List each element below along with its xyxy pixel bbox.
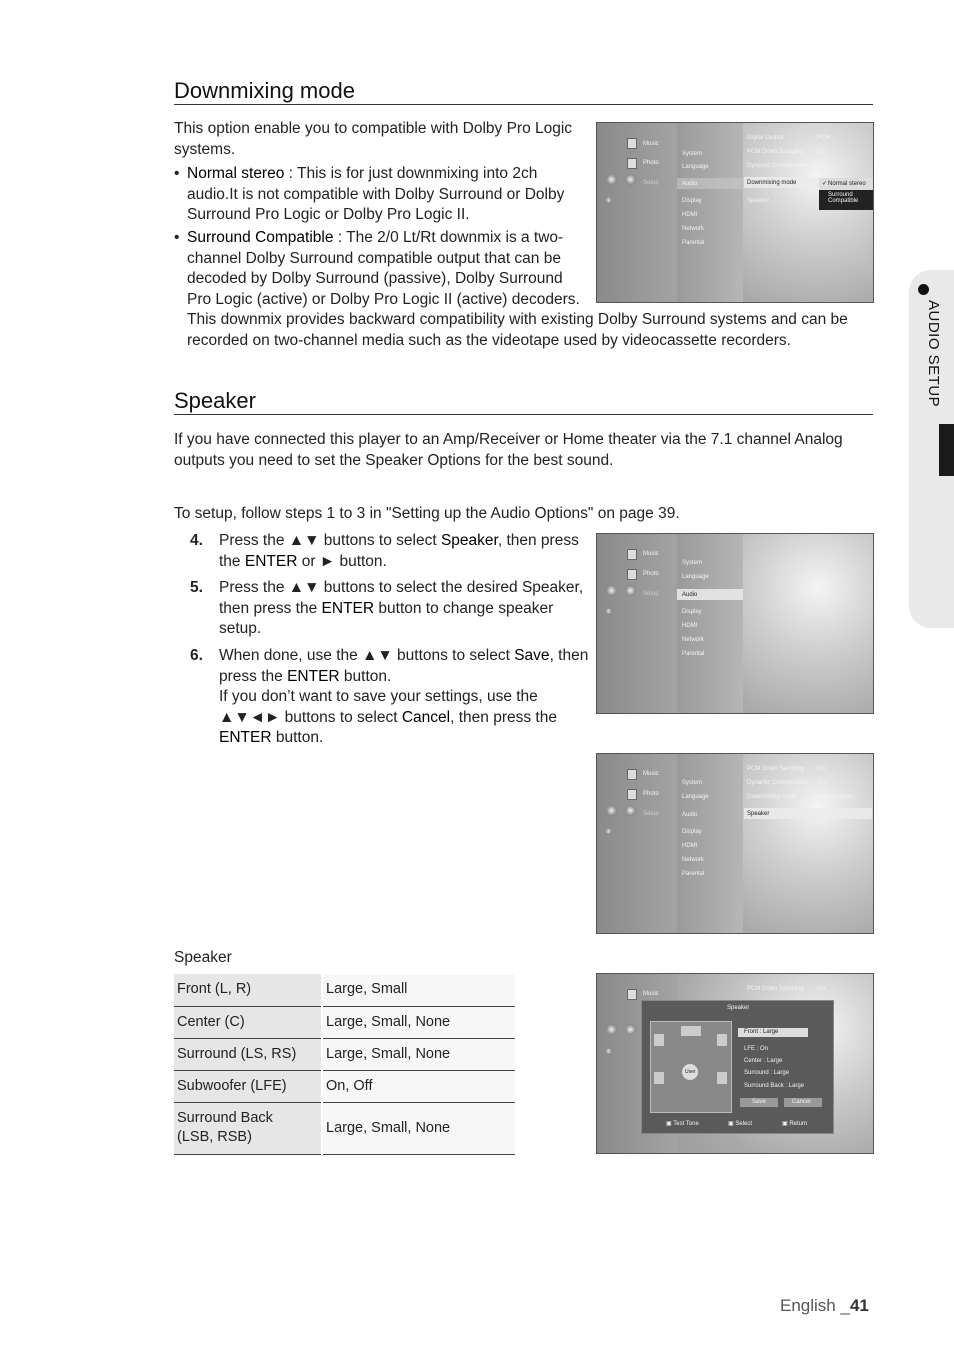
- photo-icon: [627, 789, 637, 800]
- menu-screenshot-audio: [596, 533, 874, 714]
- front-left-speaker-icon: [654, 1034, 664, 1046]
- popup-option: Normal stereo: [828, 181, 866, 187]
- step-number: 6.: [190, 647, 203, 664]
- option-value: On: [817, 766, 826, 772]
- dialog-title: Speaker: [727, 1005, 750, 1011]
- disc-icon: [606, 1024, 617, 1035]
- popup-option: Surround Compatible: [828, 192, 859, 204]
- table-cell: Subwoofer (LFE): [174, 1070, 322, 1102]
- speaker-intro: If you have connected this player to an Amp/Receiver or Home theater via the 7.1 channel Analog outputs you need to set the Speaker Options for the best sound.: [174, 431, 843, 469]
- disc-icon: [606, 805, 617, 816]
- table-row: [174, 1102, 515, 1154]
- table-cell: Large, Small: [322, 974, 515, 1006]
- enter-button-icon: ▣: [728, 1121, 734, 1127]
- test-tone-hint: ▣ Test Tone: [666, 1121, 699, 1127]
- globe-icon: ⊕: [606, 1049, 612, 1055]
- option-value: Normal stereo: [817, 794, 855, 800]
- gear-icon: [625, 585, 636, 596]
- menu-mid-item: System: [682, 780, 703, 786]
- section-title-downmixing: Downmixing mode: [174, 78, 355, 103]
- music-icon: [627, 769, 637, 780]
- select-hint: ▣ Select: [728, 1121, 753, 1127]
- menu-mid-item: System: [682, 151, 703, 157]
- option-label: Dynamic Compression: [747, 780, 808, 786]
- surround-left-speaker-icon: [654, 1072, 664, 1084]
- option-label: PCM Down Sampling: [747, 766, 805, 772]
- speaker-row: Surround Back : Large: [744, 1083, 805, 1089]
- menu-left-item: Music: [643, 141, 659, 147]
- menu-left-item: Music: [643, 771, 659, 777]
- front-right-speaker-icon: [717, 1034, 727, 1046]
- downmix-continuation: This downmix provides backward compatibility with existing Dolby Surround systems and can be recorded on two-channel media such as the videotape used by videocassette recorders.: [187, 311, 848, 349]
- option-label: PCM Down Sampling: [747, 986, 805, 992]
- option-value: On: [817, 780, 826, 786]
- footer-lang: English _: [780, 1296, 850, 1315]
- photo-icon: [627, 158, 637, 169]
- menu-left-item: Setup: [643, 811, 659, 817]
- option-value: On: [817, 149, 826, 155]
- disc-icon: [606, 174, 617, 185]
- menu-mid-item: Language: [682, 164, 709, 170]
- menu-mid-item: Network: [682, 857, 705, 863]
- menu-screenshot-downmixing: [596, 122, 874, 303]
- photo-icon: [627, 569, 637, 580]
- user-label: User: [685, 1069, 696, 1075]
- menu-left-item: Music: [643, 991, 659, 997]
- globe-icon: ⊕: [606, 609, 612, 615]
- desc: : This is for just downmixing into 2ch audio.It is not compatible with Dolby Surround or Dolby Surround Pro Logic or Dolby Pro Logic II.: [187, 165, 565, 223]
- return-button-icon: ▣: [782, 1121, 788, 1127]
- term: Surround Compatible: [187, 229, 334, 246]
- menu-screenshot-speaker-dialog: [596, 973, 874, 1154]
- table-cell: Large, Small, None: [322, 1102, 515, 1154]
- table-row: [174, 974, 515, 1006]
- option-value: PCM: [817, 135, 831, 141]
- bullet-dot-icon: [918, 284, 929, 295]
- menu-mid-item: Display: [682, 609, 702, 615]
- menu-mid-item: HDMI: [682, 623, 698, 629]
- speaker-row: LFE : On: [744, 1046, 769, 1052]
- menu-mid-item: Parental: [682, 651, 705, 657]
- music-icon: [627, 989, 637, 1000]
- disc-icon: [606, 585, 617, 596]
- speaker-table: [174, 974, 515, 1155]
- menu-mid-item: Audio: [682, 812, 698, 818]
- table-title: Speaker: [174, 949, 232, 966]
- check-icon: ✓: [822, 181, 828, 187]
- center-speaker-icon: [681, 1026, 701, 1036]
- gear-icon: [625, 805, 636, 816]
- menu-left-item: Photo: [643, 571, 659, 577]
- term: Normal stereo: [187, 165, 285, 182]
- side-tab-marker: [939, 424, 954, 476]
- table-cell: Surround Back (LSB, RSB): [174, 1102, 322, 1154]
- menu-screenshot-speaker: [596, 753, 874, 934]
- step-number: 5.: [190, 579, 203, 596]
- menu-mid-item: Audio: [682, 181, 698, 187]
- desc: : The 2/0 Lt/Rt downmix is a two-channel Dolby Surround compatible output that can be decoded by Dolby Surround (passive), Dolby Surround Pro Logic (active) or Dolby Pro Logic II (active) decoders.: [187, 229, 580, 308]
- music-icon: [627, 138, 637, 149]
- table-cell: Front (L, R): [174, 974, 322, 1006]
- globe-icon: ⊕: [606, 198, 612, 204]
- side-tab-label: AUDIO SETUP: [925, 300, 942, 408]
- table-row: [174, 1006, 515, 1038]
- speaker-row: Front : Large: [744, 1029, 779, 1035]
- step-number: 4.: [190, 532, 203, 549]
- globe-icon: ⊕: [606, 829, 612, 835]
- save-button[interactable]: Save: [740, 1098, 778, 1107]
- option-label: Digital Output: [747, 135, 784, 141]
- speaker-layout-diagram: [650, 1021, 732, 1113]
- option-label: Dynamic Compression: [747, 163, 808, 169]
- menu-mid-item: Network: [682, 226, 705, 232]
- menu-left-item: Setup: [643, 591, 659, 597]
- menu-mid-item: Audio: [682, 592, 698, 598]
- table-cell: Surround (LS, RS): [174, 1038, 322, 1070]
- menu-mid-item: Language: [682, 794, 709, 800]
- menu-left-item: Music: [643, 551, 659, 557]
- option-value: On: [817, 163, 826, 169]
- menu-mid-item: Parental: [682, 240, 705, 246]
- menu-left-item: Photo: [643, 160, 659, 166]
- downmix-popup: [819, 178, 873, 210]
- option-value: On: [817, 986, 826, 992]
- option-label: Speaker: [747, 811, 770, 817]
- table-row: [174, 1070, 515, 1102]
- menu-mid-item: HDMI: [682, 843, 698, 849]
- speaker-row: Center : Large: [744, 1058, 783, 1064]
- menu-left-item: Photo: [643, 791, 659, 797]
- table-row: [174, 1038, 515, 1070]
- menu-mid-item: Language: [682, 574, 709, 580]
- speaker-setup: To setup, follow steps 1 to 3 in "Setting up the Audio Options" on page 39.: [174, 505, 680, 522]
- menu-mid-item: Display: [682, 198, 702, 204]
- menu-mid-item: Parental: [682, 871, 705, 877]
- menu-left-item: Setup: [643, 180, 659, 186]
- menu-mid-item: Display: [682, 829, 702, 835]
- menu-mid-item: System: [682, 560, 703, 566]
- surround-right-speaker-icon: [717, 1072, 727, 1084]
- page-number: 41: [849, 1296, 869, 1315]
- table-cell: Large, Small, None: [322, 1006, 515, 1038]
- title-rule: [174, 104, 873, 105]
- a-button-icon: ▣: [666, 1121, 672, 1127]
- gear-icon: [625, 174, 636, 185]
- section-title-speaker: Speaker: [174, 388, 256, 413]
- menu-mid-item: HDMI: [682, 212, 698, 218]
- title-rule: [174, 414, 873, 415]
- option-label: Downmixing mode: [747, 180, 797, 186]
- music-icon: [627, 549, 637, 560]
- table-cell: Center (C): [174, 1006, 322, 1038]
- page-footer: [780, 1296, 869, 1316]
- downmix-intro: This option enable you to compatible with Dolby Pro Logic systems.: [174, 120, 573, 158]
- menu-mid-item: Network: [682, 637, 705, 643]
- speaker-dialog: [641, 1000, 834, 1134]
- option-label: Downmixing mode: [747, 794, 797, 800]
- option-label: Speaker: [747, 198, 770, 204]
- cancel-button[interactable]: Cancel: [784, 1098, 822, 1107]
- option-label: PCM Down Sampling: [747, 149, 805, 155]
- return-hint: ▣ Return: [782, 1121, 808, 1127]
- table-cell: On, Off: [322, 1070, 515, 1102]
- table-cell: Large, Small, None: [322, 1038, 515, 1070]
- gear-icon: [625, 1024, 636, 1035]
- speaker-row: Surround : Large: [744, 1070, 790, 1076]
